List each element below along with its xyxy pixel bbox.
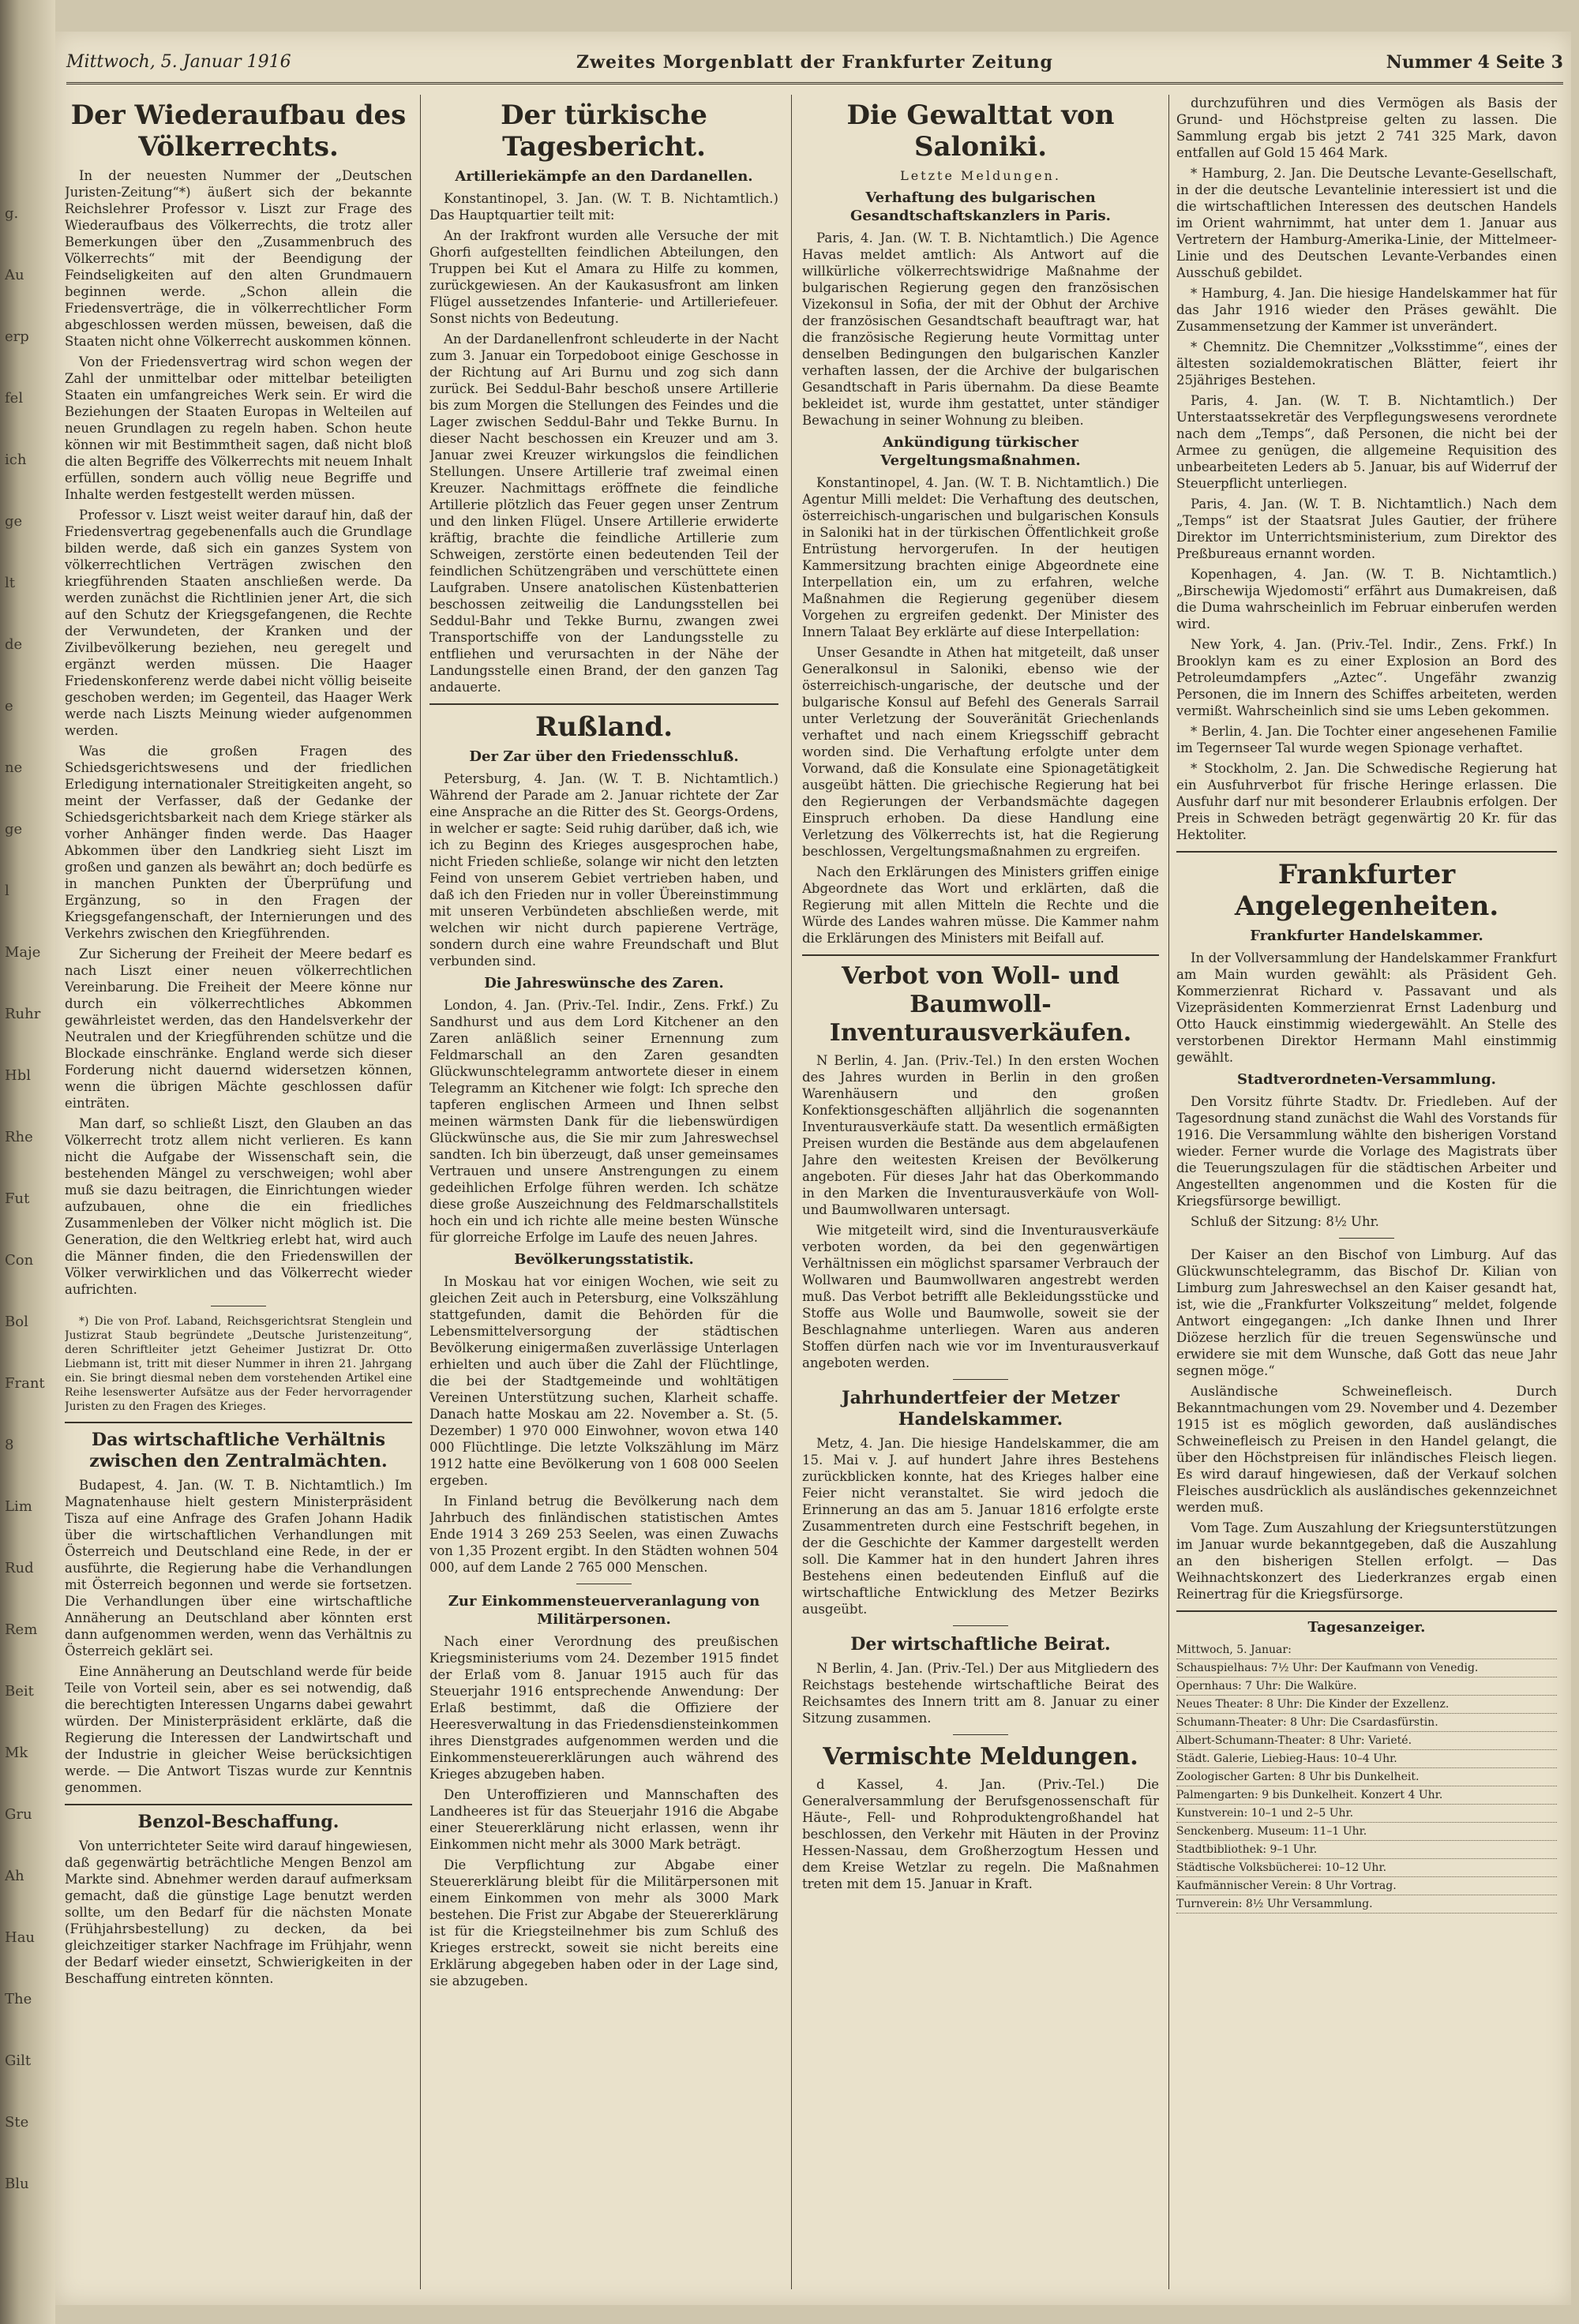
paragraph: d Kassel, 4. Jan. (Priv.-Tel.) Die Generalversammlung der Berufsgenossenschaft für Häute-, Fell- und Rohproduktengroßhandel hat beschlossen, den Verkehr mit Häuten in der Provinz Hessen-Nassau, dem Großherzogtum Hessen und dem Kreise Wetzlar zu regeln. Die Maßnahmen treten mit dem 15. Januar in Kraft. — [802, 1777, 1159, 1891]
newspaper-page — [55, 32, 1571, 2305]
edge-fragment: ich — [5, 452, 27, 468]
paragraph: Wie mitgeteilt wird, sind die Inventurausverkäufe verboten worden, da bei den gegenwärtigen Verhältnissen ein möglichst sparsamer Verbrauch der Wollwaren und Baumwollwaren angestrebt werden muß. Das Verbot betrifft alle Bekleidungsstücke und Stoffe aus Wolle und Baumwolle, soweit sie der Beschlagnahme unterliegen. Waren aus anderen Stoffen dürfen nach wie vor im Inventurausverkauf angeboten werden. — [802, 1223, 1159, 1370]
headline: Der wirtschaftliche Beirat. — [850, 1634, 1111, 1655]
subheadline: Tagesanzeiger. — [1307, 1619, 1426, 1636]
paragraph: Der Kaiser an den Bischof von Limburg. Auf das Glückwunschtelegramm, das Bischof Dr. Kilian von Limburg zum Jahreswechsel an den Kaiser gesandt hat, ist, wie die „Frankfurter Volkszeitung“ meldet, folgende Antwort eingegangen: „Ich danke Ihnen und Ihrer Diözese herzlich für die treuen Segenswünsche und erwidere sie mit dem Wunsche, daß Gott das neue Jahr segnen möge.“ — [1176, 1247, 1557, 1378]
paragraph: Konstantinopel, 4. Jan. (W. T. B. Nichtamtlich.) Die Agentur Milli meldet: Die Verhaftung des deutschen, österreichisch-ungarischen und bulgarischen Konsuls in Saloniki hat in der türkischen Öffentlichkeit große Entrüstung hervorgerufen. In der heutigen Kammersitzung brachten einige Abgeordnete eine Interpellation ein, um zu erfahren, welche Maßnahmen die Regierung gegenüber diesem Vorgehen zu ergreifen gedenkt. Der Minister des Innern Talaat Bey erklärte auf diese Interpellation: — [802, 475, 1159, 639]
paragraph: Vom Tage. Zum Auszahlung der Kriegsunterstützungen im Januar wurde bekanntgegeben, daß die Auszahlung an den bisherigen Stellen erfolgt. — Das Weihnachtskonzert des Liederkranzes ergab einen Reinertrag für die Kriegsfürsorge. — [1176, 1520, 1557, 1602]
masthead — [66, 44, 1563, 84]
separator — [65, 1422, 412, 1423]
edge-fragment: fel — [5, 390, 24, 407]
headline: Verbot von Woll- und Baumwoll-Inventurausverkäufen. — [829, 962, 1132, 1047]
edge-fragment: Fut — [5, 1190, 30, 1207]
paragraph: Konstantinopel, 3. Jan. (W. T. B. Nichtamtlich.) Das Hauptquartier teilt mit: — [429, 191, 778, 223]
column-3 — [802, 95, 1159, 2289]
paragraph: Kopenhagen, 4. Jan. (W. T. B. Nichtamtlich.) „Birschewija Wjedomosti“ erfährt aus Dumakreisen, daß die Duma wahrscheinlich im Februar einberufen werden wird. — [1176, 567, 1557, 632]
edge-fragment: Rem — [5, 1621, 38, 1638]
paragraph: * Stockholm, 2. Jan. Die Schwedische Regierung hat ein Ausfuhrverbot für frische Heringe erlassen. Die Ausfuhr darf nur mit besonderer Erlaubnis erfolgen. Der Preis in Schweden beträgt gegenwärtig 20 Kr. für das Hektoliter. — [1176, 761, 1557, 842]
tagesanzeiger — [1176, 1618, 1557, 1914]
edge-fragment: Ruhr — [5, 1006, 41, 1022]
article-wirtschaftlicher-beirat — [802, 1634, 1159, 1726]
announcement-row: Zoologischer Garten: 8 Uhr bis Dunkelheit. — [1176, 1768, 1557, 1786]
announcement-row: Turnverein: 8½ Uhr Versammlung. — [1176, 1895, 1557, 1914]
article-benzol — [65, 1812, 412, 1987]
article-tuerkischer-tagesbericht — [429, 99, 778, 695]
paragraph: Nach einer Verordnung des preußischen Kriegsministeriums vom 24. Dezember 1915 findet der Erlaß vom 8. Januar 1915 auch für das Steuerjahr 1916 entsprechende Anwendung: Der Erlaß bestimmt, daß die Offiziere der Heeresverwaltung in das Friedensdiensteinkommen ihres Dienstgrades aufgenommen werden und die Einkommensteuererklärungen auch während des Krieges abzugeben haben. — [429, 1634, 778, 1782]
announcement-row: Albert-Schumann-Theater: 8 Uhr: Varieté. — [1176, 1732, 1557, 1750]
edge-fragment: Rud — [5, 1560, 34, 1576]
announcement-row: Städtische Volksbücherei: 10–12 Uhr. — [1176, 1859, 1557, 1877]
edge-fragment: Beit — [5, 1683, 34, 1700]
paragraph: Paris, 4. Jan. (W. T. B. Nichtamtlich.) Der Unterstaatssekretär des Verpflegungswesens verordnete nach dem „Temps“, daß Personen, die nicht bei der Armee zu genügen, die allgemeine Requisition des unbearbeiteten Leders ab 5. Januar, bis auf Widerruf der Steuerpflicht unterliegen. — [1176, 393, 1557, 491]
paragraph: Unser Gesandte in Athen hat mitgeteilt, daß unser Generalkonsul in Saloniki, ebenso wie der österreichisch-ungarische, der deutsche und der bulgarische Konsul auf Befehl des Generals Sarrail unter Verletzung der Souveränität Griechenlands verhaftet und nach einem Kriegsschiff gebracht worden sind. Die Verhaftung erfolgte unter dem Vorwand, daß die Konsulate eine Spionagetätigkeit ausgeübt hätten. Die griechische Regierung hat bei den Regierungen der Verbandsmächte dagegen Einspruch erhoben. Da diese Handlung eine Verletzung des Völkerrechts ist, hat die Regierung beschlossen, Vergeltungsmaßnahmen zu ergreifen. — [802, 645, 1159, 859]
article-metzer-handelskammer — [802, 1388, 1159, 1617]
subheadline: Ankündigung türkischer Vergeltungsmaßnahmen. — [880, 434, 1081, 469]
column-4 — [1176, 95, 1557, 2289]
paragraph: Eine Annäherung an Deutschland werde für beide Teile von Vorteil sein, aber es sei notwendig, daß die berechtigten Interessen Ungarns dabei gewahrt würden. Der Ministerpräsident erklärte, daß die Regierung die Interessen der Landwirtschaft und der Industrie in gleicher Weise berücksichtigen werde. — Die Antwort Tiszas wurde zur Kenntnis genommen. — [65, 1664, 412, 1795]
paragraph: Nach den Erklärungen des Ministers griffen einige Abgeordnete das Wort und erklärten, daß die Regierung mit allen Mitteln die Rechte und die Würde des Landes wahren müsse. Die Kammer nahm die Erklärungen des Ministers mit Beifall auf. — [802, 864, 1159, 946]
subheadline: Zur Einkommensteuerveranlagung von Militärpersonen. — [448, 1593, 760, 1628]
subheadline: Artilleriekämpfe an den Dardanellen. — [455, 168, 753, 185]
edge-fragment: Con — [5, 1252, 34, 1269]
announcement-row: Mittwoch, 5. Januar: — [1176, 1641, 1557, 1659]
headline: Rußland. — [534, 711, 673, 743]
paragraph: London, 4. Jan. (Priv.-Tel. Indir., Zens. Frkf.) Zu Sandhurst und aus dem Lord Kitchener an den Zaren anläßlich seiner Ernennung zum Feldmarschall an den Zaren gesandten Glückwunschtelegramm antwortete dieser in einem Telegramm an Kitchener wie folgt: Ich spreche den tapferen englischen Armeen und Ihnen selbst meinen wärmsten Dank für die liebenswürdigen Glückwünsche aus, die Sie mir zum Jahreswechsel sandten. Ich bin überzeugt, daß unser gemeinsames Vertrauen und unsere Anstrengungen zu einem gedeihlichen Erfolge führen werden. Ich schätze diese große Auszeichnung des Feldmarschallstitels hoch ein und ich richte alle meine besten Wünsche für glorreiche Erfolge im Laufe des neuen Jahres. — [429, 998, 778, 1245]
edge-fragment: Ah — [5, 1868, 24, 1884]
paragraph: Budapest, 4. Jan. (W. T. B. Nichtamtlich.) Im Magnatenhause hielt gestern Ministerpräsident Tisza auf eine Anfrage des Grafen Johann Hadik über die wirtschaftlichen Verhandlungen mit Österreich und Deutschland eine Rede, in der er ausführte, die Regierung habe die Verhandlungen mit Österreich begonnen und werde sie fortsetzen. Die Verhandlungen über eine wirtschaftliche Annäherung an Deutschland aber könnten erst dann aufgenommen werden, wenn das Verhältnis zu Österreich geklärt sei. — [65, 1478, 412, 1659]
column-2 — [429, 95, 778, 2289]
edge-fragment: Gru — [5, 1806, 32, 1823]
headline: Jahrhundertfeier der Metzer Handelskammer. — [842, 1388, 1120, 1430]
paragraph: Was die großen Fragen des Schiedsgerichtswesens und der friedlichen Erledigung internationaler Streitigkeiten angeht, so meint der Verfasser, daß der Gedanke der Schiedsgerichtsbarkeit nach dem Kriege stärker als vorher Anhänger finden werde. Das Haager Abkommen über den Landkrieg sieht Liszt im großen und ganzen als bewährt an; doch bedürfe es in manchen Punkten der Überprüfung und Ergänzung, so in den Fragen der Kriegsgefangenschaft, der Internierungen und des Verkehrs zwischen den Kriegführenden. — [65, 744, 412, 941]
headline: Der türkische Tagesbericht. — [501, 99, 707, 163]
masthead-edition: Zweites Morgenblatt der Frankfurter Zeitung — [576, 52, 1053, 73]
paragraph: durchzuführen und dies Vermögen als Basis der Grund- und Höchstpreise gelten zu lassen. Die Sammlung ergab bis jetzt 2 741 325 Mark, davon entfallen auf Gold 15 464 Mark. — [1176, 96, 1557, 160]
paragraph: Die Verpflichtung zur Abgabe einer Steuererklärung bleibt für die Militärpersonen mit einem Einkommen von mehr als 3000 Mark bestehen. Die Frist zur Abgabe der Steuererklärung ist für die Kriegsteilnehmer bis zum Schluß des Krieges erstreckt, soweit sie nicht bereits eine Erklärung abgegeben haben oder in der Lage sind, sie abzugeben. — [429, 1857, 778, 1989]
paragraph: Ausländische Schweinefleisch. Durch Bekanntmachungen vom 29. November und 4. Dezember 1915 ist es möglich geworden, daß ausländisches Schweinefleisch zu Preisen in den Handel gelangt, die über den Höchstpreisen für inländisches Fleisch liegen. Es wird darauf hingewiesen, daß der Verkauf solchen Fleisches ausdrücklich als ausländisches gekennzeichnet werden muß. — [1176, 1384, 1557, 1515]
separator — [953, 1625, 1008, 1626]
paragraph: * Hamburg, 4. Jan. Die hiesige Handelskammer hat für das Jahr 1916 wieder den Präses gewählt. Die Zusammensetzung der Kammer ist unverändert. — [1176, 286, 1557, 334]
edge-fragment: Hau — [5, 1929, 36, 1946]
edge-fragment: Frant — [5, 1375, 45, 1392]
paragraph: In Finland betrug die Bevölkerung nach dem Jahrbuch des finländischen statistischen Amtes Ende 1914 3 269 253 Seelen, was einen Zuwachs von 1,35 Prozent ergibt. In den Städten wohnen 504 000, auf dem Lande 2 765 000 Menschen. — [429, 1494, 778, 1575]
edge-fragment: 8 — [5, 1437, 14, 1453]
headline: Benzol-Beschaffung. — [137, 1812, 339, 1832]
paragraph: Professor v. Liszt weist weiter darauf hin, daß der Friedensvertrag gegebenenfalls auch die Grundlage bilden werde, daß sich ein ganzes System von völkerrechtlichen Verträgen zwischen den kriegführenden Staaten anschließen werde. Da werden zunächst die Richtlinien jener Art, die sich auf den Schutz der Kriegsgefangenen, die Rechte der Verwundeten, der Kranken und der Zivilbevölkerung beziehen, neu geregelt und ergänzt werden müssen. Die Haager Friedenskonferenz werde dabei nicht völlig beiseite geschoben werden; im Gegenteil, das Haager Werk werde nach Liszts Meinung wieder aufgenommen werden. — [65, 508, 412, 738]
announcement-row: Stadtbibliothek: 9–1 Uhr. — [1176, 1841, 1557, 1859]
paragraph: * Berlin, 4. Jan. Die Tochter einer angesehenen Familie im Tegernseer Tal wurde wegen Spionage verhaftet. — [1176, 724, 1557, 755]
subheadline: Der Zar über den Friedensschluß. — [469, 748, 739, 765]
edge-fragment: de — [5, 636, 23, 653]
subheadline: Die Jahreswünsche des Zaren. — [484, 975, 724, 991]
edge-fragment: Hbl — [5, 1067, 31, 1084]
article-russland — [429, 711, 778, 1576]
article-saloniki — [802, 99, 1159, 946]
article-vermischte-meldungen — [802, 1743, 1159, 1892]
edge-fragment: Lim — [5, 1498, 32, 1515]
paragraph: Metz, 4. Jan. Die hiesige Handelskammer, die am 15. Mai v. J. auf hundert Jahre ihres Bestehens zurückblicken konnte, hat des Krieges halber eine Feier nicht veranstaltet. Sie wird jedoch die Erinnerung an das am 5. Januar 1816 erfolgte erste Zusammentreten durch eine Festschrift begehen, in der die Geschichte der Kammer dargestellt werden soll. Die Kammer hat in den hundert Jahren ihres Bestehens einen bedeutenden Einfluß auf die wirtschaftliche Entwicklung des Metzer Bezirks ausgeübt. — [802, 1436, 1159, 1617]
edge-fragment: Bol — [5, 1314, 28, 1330]
announcement-row: Neues Theater: 8 Uhr: Die Kinder der Exzellenz. — [1176, 1696, 1557, 1714]
edge-fragment: l — [5, 883, 9, 899]
paragraph: Zur Sicherung der Freiheit der Meere bedarf es nach Liszt einer neuen völkerrechtlichen Vereinbarung. Die Freiheit der Meere könne nur durch ein völkerrechtliches Abkommen gewährleistet werden, das den Handelsverkehr der Neutralen und der Kriegführenden schütze und die Blockade einschränke. England werde sich dieser Forderung nicht dauernd widersetzen können, wenn die übrigen Mächte geschlossen dafür einträten. — [65, 946, 412, 1111]
article-einkommensteuer — [429, 1592, 778, 1989]
edge-fragment: Gilt — [5, 2052, 32, 2069]
paragraph: Den Vorsitz führte Stadtv. Dr. Friedleben. Auf der Tagesordnung stand zunächst die Wahl des Vorstands für 1916. Die Versammlung wählte den bisherigen Vorstand wieder. Ferner wurde die Vorlage des Magistrats über die Teuerungszulagen für die städtischen Arbeiter und Angestellten angenommen und die Kosten für die Kriegsfürsorge bewilligt. — [1176, 1094, 1557, 1209]
announcement-row: Opernhaus: 7 Uhr: Die Walküre. — [1176, 1677, 1557, 1696]
paragraph: In Moskau hat vor einigen Wochen, wie seit zu gleichen Zeit auch in Petersburg, eine Volkszählung stattgefunden, damit die Behörden für die Lebensmittelversorgung der städtischen Bevölkerung einigermaßen zuverlässige Unterlagen erhielten und auch über die Zahl der Flüchtlinge, die bei der Stadtgemeinde und wohltätigen Vereinen Unterstützung suchen, Klarheit schaffe. Danach hatte Moskau am 22. November a. St. (5. Dezember) 1 970 000 Einwohner, wovon etwa 140 000 Flüchtlinge. Die letzte Volkszählung im März 1912 hatte eine Bevölkerung von 1 608 000 Seelen ergeben. — [429, 1274, 778, 1488]
headline: Der Wiederaufbau des Völkerrechts. — [70, 99, 407, 163]
article-voelkerrecht — [65, 99, 412, 1414]
announcement-row: Schumann-Theater: 8 Uhr: Die Csardasfürstin. — [1176, 1714, 1557, 1732]
column-rule — [1168, 95, 1169, 2289]
paragraph: An der Irakfront wurden alle Versuche der mit Ghorfi aufgestellten feindlichen Abteilungen, den Truppen bei Kut el Amara zu Hilfe zu kommen, zurückgewiesen. An der Kaukasusfront am linken Flügel aussetzendes Infanterie- und Artilleriefeuer. Sonst nichts von Bedeutung. — [429, 228, 778, 326]
separator — [1339, 1238, 1394, 1239]
paragraph: Von der Friedensvertrag wird schon wegen der Zahl der unmittelbar oder mittelbar beteiligten Staaten ein umfangreiches Werk sein. Er wird die Beziehungen der Staaten Europas in Welteilen auf neuen Grundlagen zu regeln haben. Schon heute können wir mit Bestimmtheit sagen, daß nicht bloß die alten Begriffe des Völkerrechts mit neuem Inhalt erfüllen, sondern auch völlig neue Begriffe und Inhalte werden festgestellt werden müssen. — [65, 354, 412, 502]
headline: Das wirtschaftliche Verhältnis zwischen den Zentralmächten. — [89, 1430, 388, 1471]
masthead-page-number: Nummer 4 Seite 3 — [1386, 52, 1563, 73]
paragraph: In der Vollversammlung der Handelskammer Frankfurt am Main wurden gewählt: als Präsident Geh. Kommerzienrat Richard v. Passavant und als Vizepräsidenten Kommerzienrat Ernst Ladenburg und Otto Hauck einstimmig wiedergewählt. An Stelle des verstorbenen Direktor Hermann Mahl einstimmig gewählt. — [1176, 950, 1557, 1065]
announcement-row: Städt. Galerie, Liebieg-Haus: 10–4 Uhr. — [1176, 1750, 1557, 1768]
edge-fragment: Au — [5, 267, 24, 283]
edge-fragment: Maje — [5, 944, 41, 961]
edge-fragment: ge — [5, 821, 23, 838]
edge-fragment: lt — [5, 575, 15, 591]
article-inventurausverkaeufe — [802, 962, 1159, 1371]
separator — [429, 703, 778, 705]
edge-fragment: Ste — [5, 2114, 29, 2131]
edge-fragment: e — [5, 698, 13, 714]
edge-fragment: erp — [5, 328, 29, 345]
paragraph: N Berlin, 4. Jan. (Priv.-Tel.) In den ersten Wochen des Jahres wurden in Berlin in den großen Warenhäusern und den großen Konfektionsgeschäften alljährlich die sogenannten Inventurausverkäufe statt. Da wesentlich ermäßigten Preisen wurden die Bestände aus dem abgelaufenen Jahre den weitesten Kreisen der Bevölkerung angeboten. Für dieses Jahr hat das Oberkommando in den Marken die Inventurausverkäufe von Woll- und Baumwollwaren untersagt. — [802, 1053, 1159, 1217]
separator — [1176, 1610, 1557, 1612]
headline: Vermischte Meldungen. — [823, 1743, 1138, 1771]
subheadline: Bevölkerungsstatistik. — [514, 1251, 694, 1268]
subheadline: Verhaftung des bulgarischen Gesandtschaftskanzlers in Paris. — [850, 189, 1111, 224]
paragraph: Petersburg, 4. Jan. (W. T. B. Nichtamtlich.) Während der Parade am 2. Januar richtete der Zar eine Ansprache an die Ritter des St. Georgs-Ordens, in welcher er sagte: Seid ruhig darüber, daß ich, wie ich zu Beginn des Krieges ausgesprochen habe, nicht Frieden schließe, solange wir nicht den letzten Feind von unserem Gebiet vertrieben haben, und daß ich den Frieden nur in voller Übereinstimmung mit unseren Verbündeten abschließen werde, mit welchen wir nicht durch papierene Verträge, sondern durch eine wahre Freundschaft und Blut verbunden sind. — [429, 771, 778, 969]
column-1 — [65, 95, 412, 2289]
section-frankfurter-angelegenheiten — [1176, 859, 1557, 1602]
announcement-row: Palmengarten: 9 bis Dunkelheit. Konzert 4 Uhr. — [1176, 1786, 1557, 1805]
announcement-row: Kaufmännischer Verein: 8 Uhr Vortrag. — [1176, 1877, 1557, 1895]
separator — [65, 1804, 412, 1805]
edge-fragment: ne — [5, 759, 23, 776]
paragraph: * Hamburg, 2. Jan. Die Deutsche Levante-Gesellschaft, in der die deutsche Levantelinie interessiert ist und die die wirtschaftlichen Interessen des deutschen Handels im Orient wahrnimmt, hat unter dem 1. Januar aus Vertretern der Hamburg-Amerika-Linie, der Mittelmeer-Linie und des Deutschen Levante-Verbandes einen Ausschuß gebildet. — [1176, 166, 1557, 280]
paragraph: Man darf, so schließt Liszt, den Glauben an das Völkerrecht trotz allem nicht verlieren. Es kann nicht die Aufgabe der Wissenschaft sein, die bestehenden Mängel zu verschweigen; wohl aber muß sie dazu beitragen, die Einrichtungen wieder aufzubauen, ohne die ein friedliches Zusammenleben der Völker nicht möglich ist. Die Generation, die den Weltkrieg erlebt hat, wird auch die Männer finden, die den Friedenswillen der Völker verwirklichen und das Völkerrecht wieder aufrichten. — [65, 1116, 412, 1297]
headline: Die Gewalttat von Saloniki. — [846, 99, 1115, 163]
subheadline: Stadtverordneten-Versammlung. — [1237, 1071, 1496, 1088]
paragraph: N Berlin, 4. Jan. (Priv.-Tel.) Der aus Mitgliedern des Reichstags bestehende wirtschaftliche Beirat des Reichsamtes des Innern tritt am 8. Januar zu einer Sitzung zusammen. — [802, 1661, 1159, 1726]
masthead-date: Mittwoch, 5. Januar 1916 — [66, 52, 291, 72]
edge-fragment: Mk — [5, 1745, 28, 1761]
announcement-row: Schauspielhaus: 7½ Uhr: Der Kaufmann von Venedig. — [1176, 1659, 1557, 1677]
subheadline: Frankfurter Handelskammer. — [1250, 928, 1483, 944]
scan-edge — [0, 0, 55, 2324]
edge-fragment: Blu — [5, 2176, 29, 2192]
section-headline: Frankfurter Angelegenheiten. — [1234, 859, 1499, 922]
paragraph: * Chemnitz. Die Chemnitzer „Volksstimme“, eines der ältesten sozialdemokratischen Blätter, feiert ihr 25jähriges Bestehen. — [1176, 339, 1557, 388]
announcement-row: Kunstverein: 10–1 und 2–5 Uhr. — [1176, 1805, 1557, 1823]
paragraph: An der Dardanellenfront schleuderte in der Nacht zum 3. Januar ein Torpedoboot einige Geschosse in der Richtung auf Ari Burnu und zog sich dann zurück. Bei Seddul-Bahr beschoß unsere Artillerie bis zum Morgen die Stellungen des Feindes und die Lager zwischen Seddul-Bahr und Tekke Burnu. In dieser Nacht beschossen ein Kreuzer und am 3. Januar zwei Kreuzer wirkungslos die feindlichen Stellungen. Unsere Artillerie traf zweimal einen Kreuzer. Nachmittags eröffnete die feindliche Artillerie plötzlich das Feuer gegen unser Zentrum und den linken Flügel. Unsere Artillerie erwiderte kräftig, brachte die feindliche Artillerie zum Schweigen, zerstörte einen bedeutenden Teil der feindlichen Schützengräben und verschüttete einen Laufgraben. Unsere anatolischen Küstenbatterien beschossen zeitweilig die Landungsstellen bei Seddul-Bahr und Tekke Burnu, zwangen zwei Transportschiffe von der Landungsstelle zu entfliehen und verursachten in der Nähe der Landungsstelle einen Brand, der den ganzen Tag andauerte. — [429, 332, 778, 695]
paragraph: Schluß der Sitzung: 8½ Uhr. — [1191, 1214, 1379, 1229]
footnote: *) Die von Prof. Laband, Reichsgerichtsrat Stenglein und Justizrat Staub begründete „Deutsche Juristenzeitung“, deren Schriftleiter jetzt Geheimer Justizrat Dr. Otto Liebmann ist, tritt mit dieser Nummer in ihren 21. Jahrgang ein. Sie bringt diesmal neben dem vorstehenden Artikel eine Reihe lesenswerter Aufsätze aus der Feder hervorragender Juristen zu den Fragen des Krieges. — [65, 1315, 412, 1413]
separator — [953, 1379, 1008, 1380]
kicker: Letzte Meldungen. — [900, 168, 1061, 183]
paragraph: Den Unteroffizieren und Mannschaften des Landheeres ist für das Steuerjahr 1916 die Abgabe einer Steuererklärung nicht erlassen, wenn ihr Einkommen nicht mehr als 3000 Mark beträgt. — [429, 1787, 778, 1852]
announcement-row: Senckenberg. Museum: 11–1 Uhr. — [1176, 1823, 1557, 1841]
separator — [953, 1734, 1008, 1735]
paragraph: Paris, 4. Jan. (W. T. B. Nichtamtlich.) Die Agence Havas meldet amtlich: Als Antwort auf die willkürliche völkerrechtswidrige Maßnahme der bulgarischen Regierung gegen den französischen Vizekonsul in Sofia, der mit der Obhut der Archive der französischen Gesandtschaft beauftragt war, hat die französische Regierung heute Vormittag unter denselben Bedingungen den bulgarischen Kanzler verhaften lassen, der die Archive der bulgarischen Gesandtschaft in Paris übernahm. Da diese Beamte bekleidet ist, wurde ihm gestattet, unter ständiger Bewachung in seiner Wohnung zu bleiben. — [802, 231, 1159, 428]
article-zentralmaechte — [65, 1430, 412, 1796]
paragraph: In der neuesten Nummer der „Deutschen Juristen-Zeitung“*) äußert sich der bekannte Reichslehrer Professor v. Liszt zur Frage des Wiederaufbaus des Völkerrechts, die trotz aller Bemerkungen über den „Zusammenbruch des Völkerrechts“ mit der Beendigung der Feindseligkeiten auf den alten Grundmauern beginnen werde. „Schon allein die Friedensverträge, die in völkerrechtlicher Form abgeschlossen werden müssen, beweisen, daß die Staaten nicht ohne Völkerrecht auskommen können. — [65, 168, 412, 349]
edge-fragment: g. — [5, 205, 19, 222]
paragraph: Paris, 4. Jan. (W. T. B. Nichtamtlich.) Nach dem „Temps“ ist der Staatsrat Jules Gautier, der frühere Direktor im Unterrichtsministerium, zum Direktor des Preßbureaus ernannt worden. — [1176, 497, 1557, 561]
column-rule — [791, 95, 792, 2289]
edge-fragment: The — [5, 1991, 32, 2007]
separator — [1176, 851, 1557, 853]
edge-fragment: ge — [5, 513, 23, 530]
news-briefs — [1176, 95, 1557, 843]
edge-fragment: Rhe — [5, 1129, 33, 1145]
paragraph: New York, 4. Jan. (Priv.-Tel. Indir., Zens. Frkf.) In Brooklyn kam es zu einer Explosion an Bord des Petroleumdampfers „Aztec“. Ungefähr zwanzig Personen, die im Innern des Schiffes arbeiteten, werden vermißt. Wahrscheinlich sind sie ums Leben gekommen. — [1176, 637, 1557, 718]
column-rule — [420, 95, 421, 2289]
separator — [802, 954, 1159, 956]
paragraph: Von unterrichteter Seite wird darauf hingewiesen, daß gegenwärtig beträchtliche Mengen Benzol am Markte sind. Abnehmer werden darauf aufmerksam gemacht, daß die günstige Lage benutzt werden sollte, um den Bedarf für die nächsten Monate (Frühjahrsbestellung) zu decken, da bei gleichzeitiger starker Nachfrage im Frühjahr, wenn der Bedarf wieder einsetzt, Schwierigkeiten in der Beschaffung eintreten könnten. — [65, 1839, 412, 1986]
